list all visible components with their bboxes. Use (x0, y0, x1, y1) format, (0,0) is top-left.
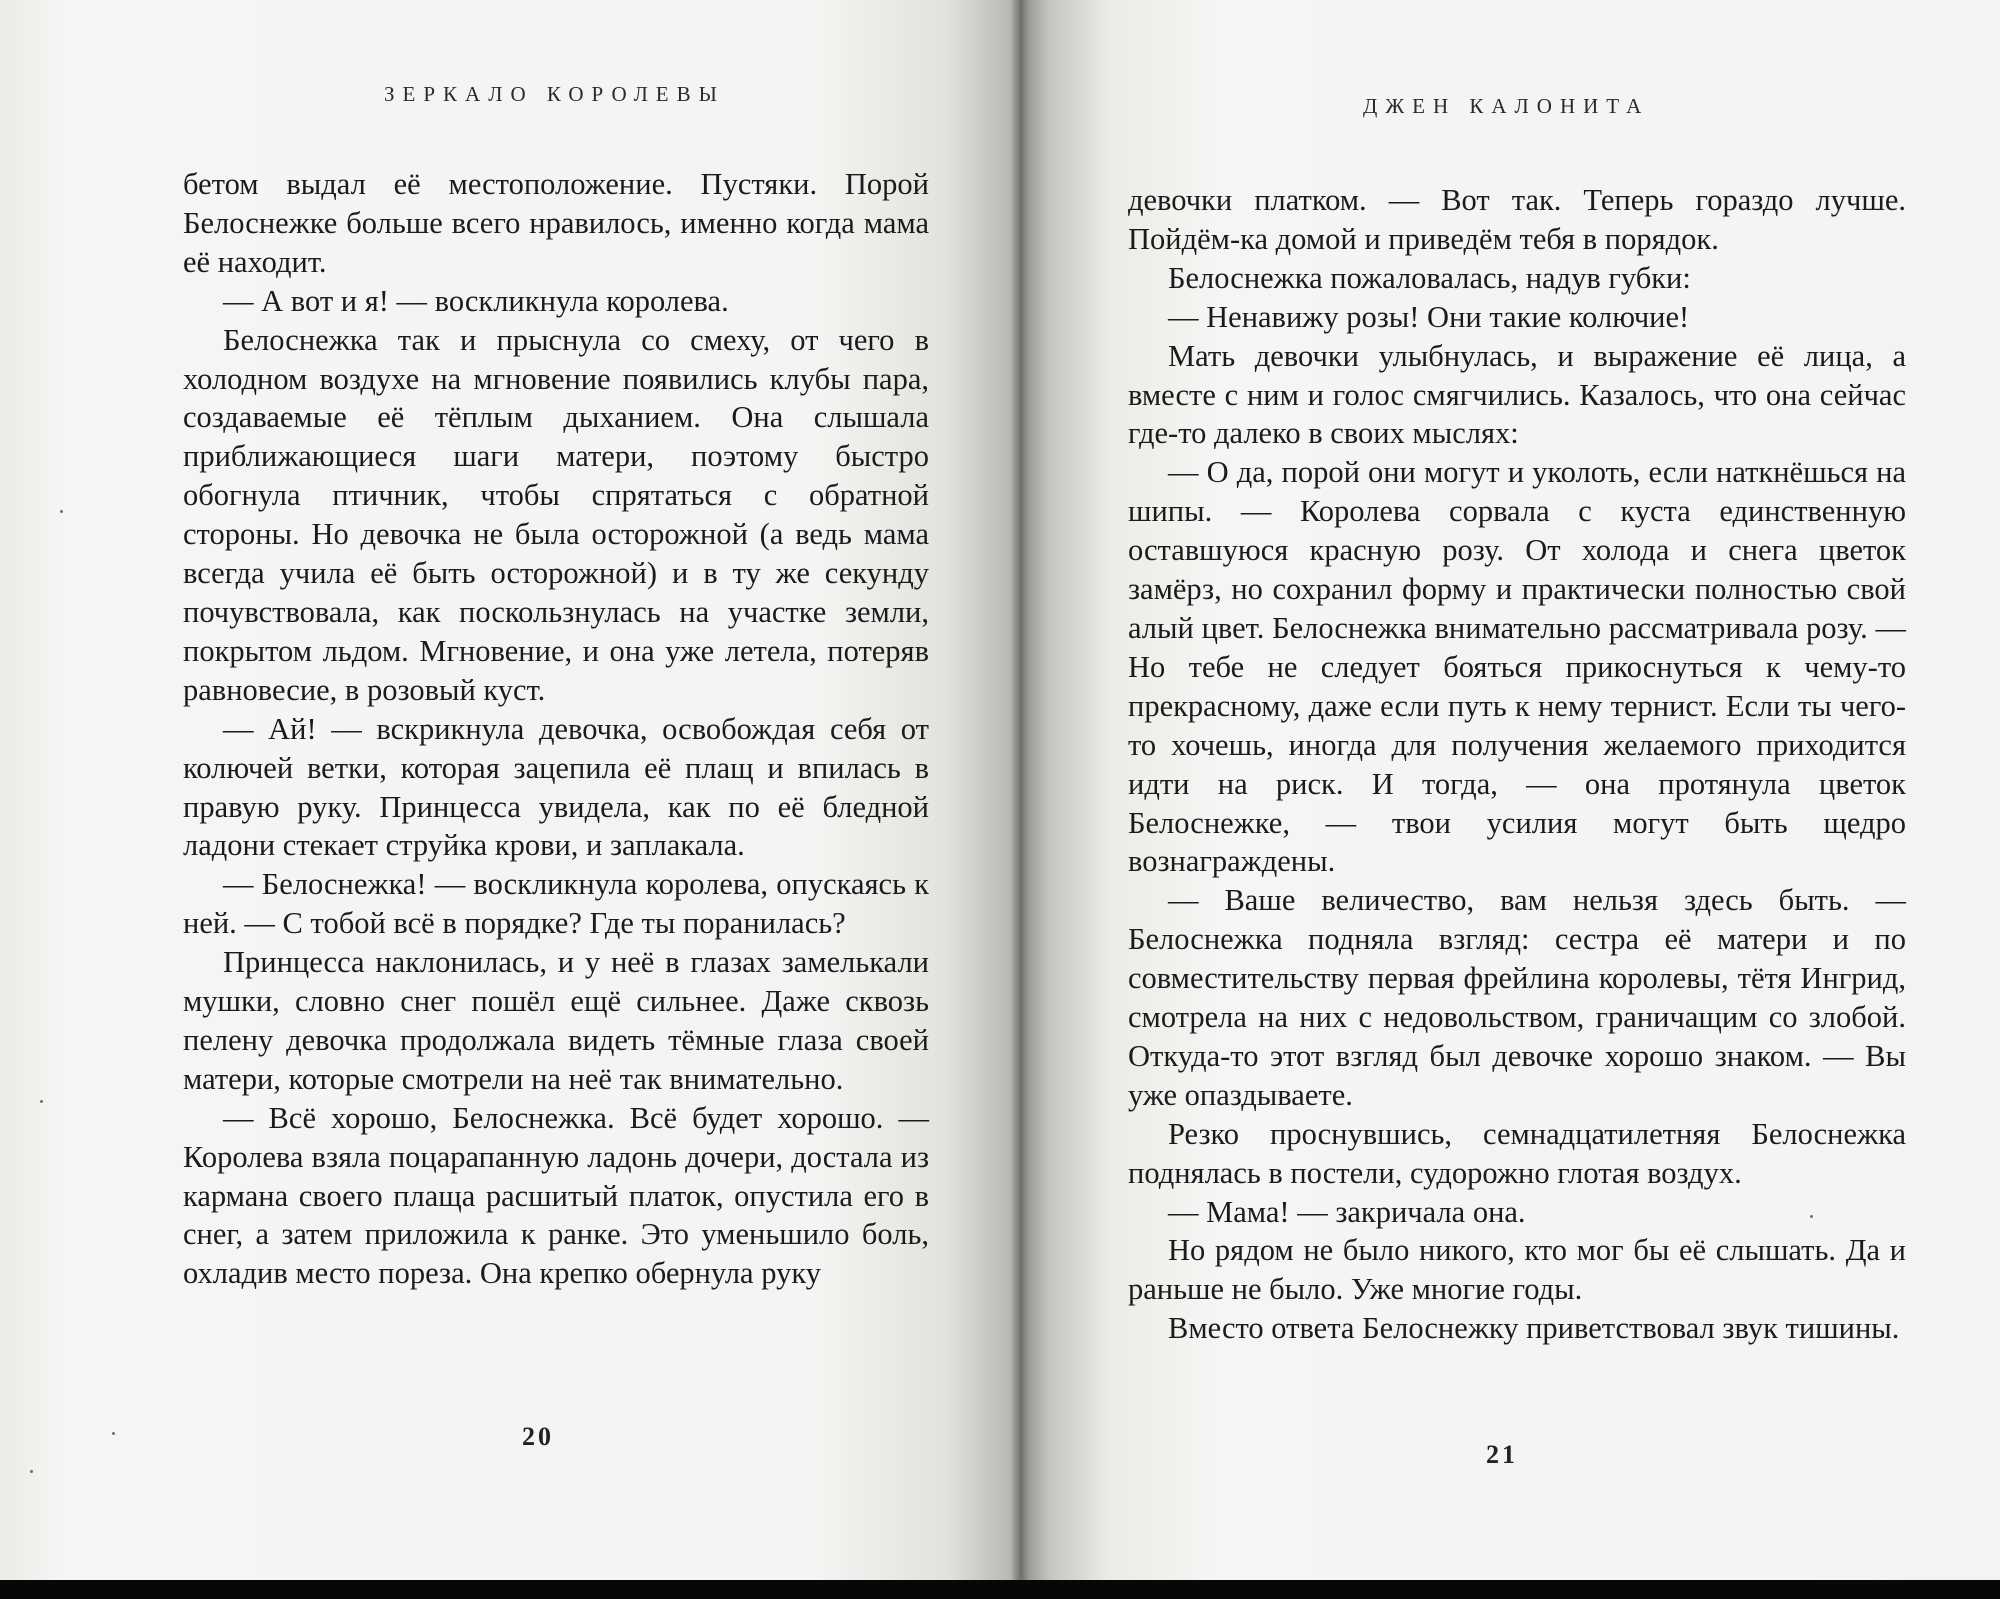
paragraph: Но рядом не было никого, кто мог бы её слышать. Да и раньше не было. Уже многие годы. (1128, 1233, 1906, 1307)
paragraph: Белоснежка пожаловалась, надув губки: (1168, 260, 1691, 295)
paragraph: Принцесса наклонилась, и у неё в глазах замелькали мушки, словно снег пошёл ещё сильнее. Даже сквозь пелену девочка продолжала видеть тёмные глаза своей матери, которые смотрели на неё так внимательно. (183, 945, 929, 1096)
paragraph: Белоснежка так и прыснула со смеху, от чего в холодном воздухе на мгновение появились клубы пара, создаваемые её тёплым дыханием. Она слышала приближающиеся шаги матери, поэтому быстро обогнула птичник, чтобы спрятаться с обратной стороны. Но девочка не была осторожной (а ведь мама всегда учила её быть осторожной) и в ту же секунду почувствовала, как поскользнулась на участке земли, покрытом льдом. Мгновение, и она уже летела, потеряв равновесие, в розовый куст. (183, 322, 929, 707)
scan-speck (40, 1100, 43, 1103)
paragraph: — Белоснежка! — воскликнула королева, опускаясь к ней. — С тобой всё в порядке? Где ты поранилась? (183, 867, 929, 941)
scanner-edge (0, 1580, 2000, 1599)
page-number: 20 (522, 1422, 554, 1451)
page-number: 21 (1486, 1440, 1518, 1469)
paragraph: — Ненавижу розы! Они такие колючие! (1168, 299, 1690, 334)
paragraph: бетом выдал её местоположение. Пустяки. Порой Белоснежке больше всего нравилось, именно когда мама её находит. (183, 167, 929, 279)
running-head-author: ДЖЕН КАЛОНИТА (1363, 94, 1650, 118)
paragraph: — Мама! — закричала она. (1168, 1194, 1526, 1229)
paragraph: Мать девочки улыбнулась, и выражение её лица, а вместе с ним и голос смягчились. Казалось, что она сейчас где-то далеко в своих мыслях: (1128, 338, 1906, 451)
paragraph: — А вот и я! — воскликнула королева. (223, 283, 729, 318)
paragraph: Вместо ответа Белоснежку приветствовал звук тишины. (1168, 1311, 1900, 1346)
paragraph: Резко проснувшись, семнадцатилетняя Белоснежка поднялась в постели, судорожно глотая воздух. (1128, 1116, 1906, 1190)
paragraph: — Ваше величество, вам нельзя здесь быть. — Белоснежка подняла взгляд: сестра её матери и по совместительству первая фрейлина королевы, тётя Ингрид, смотрела на них с недовольством, граничащим со злобой. Откуда-то этот взгляд был девочке хорошо знаком. — Вы уже опаздываете. (1128, 883, 1906, 1112)
scan-speck (112, 1432, 115, 1435)
paragraph: — Ай! — вскрикнула девочка, освобождая себя от колючей ветки, которая зацепила её плащ и впилась в правую руку. Принцесса увидела, как по её бледной ладони стекает струйка крови, и заплакала. (183, 711, 929, 863)
scan-speck (1810, 1215, 1813, 1218)
right-page-body (1128, 181, 1906, 1348)
left-page-body (183, 165, 929, 1293)
paragraph: — Всё хорошо, Белоснежка. Всё будет хорошо. — Королева взяла поцарапанную ладонь дочери, достала из кармана своего плаща расшитый платок, опустила его в снег, а затем приложила к ранке. Это уменьшило боль, охладив место пореза. Она крепко обернула руку (183, 1100, 929, 1291)
paragraph: девочки платком. — Вот так. Теперь гораздо лучше. Пойдём-ка домой и приведём тебя в порядок. (1128, 183, 1906, 256)
paragraph: — О да, порой они могут и уколоть, если наткнёшься на шипы. — Королева сорвала с куста единственную оставшуюся красную розу. От холода и снега цветок замёрз, но сохранил форму и практически полностью свой алый цвет. Белоснежка внимательно рассматривала розу. — Но тебе не следует бояться прикоснуться к чему-то прекрасному, даже если путь к нему тернист. Если ты чего-то хочешь, иногда для получения желаемого приходится идти на риск. И тогда, — она протянула цветок Белоснежке, — твои усилия могут быть щедро вознаграждены. (1128, 455, 1906, 879)
scan-speck (30, 1470, 33, 1473)
scan-speck (60, 510, 63, 513)
book-gutter (1012, 0, 1030, 1590)
running-head-book-title: ЗЕРКАЛО КОРОЛЕВЫ (384, 82, 725, 106)
right-page (1020, 0, 2000, 1590)
